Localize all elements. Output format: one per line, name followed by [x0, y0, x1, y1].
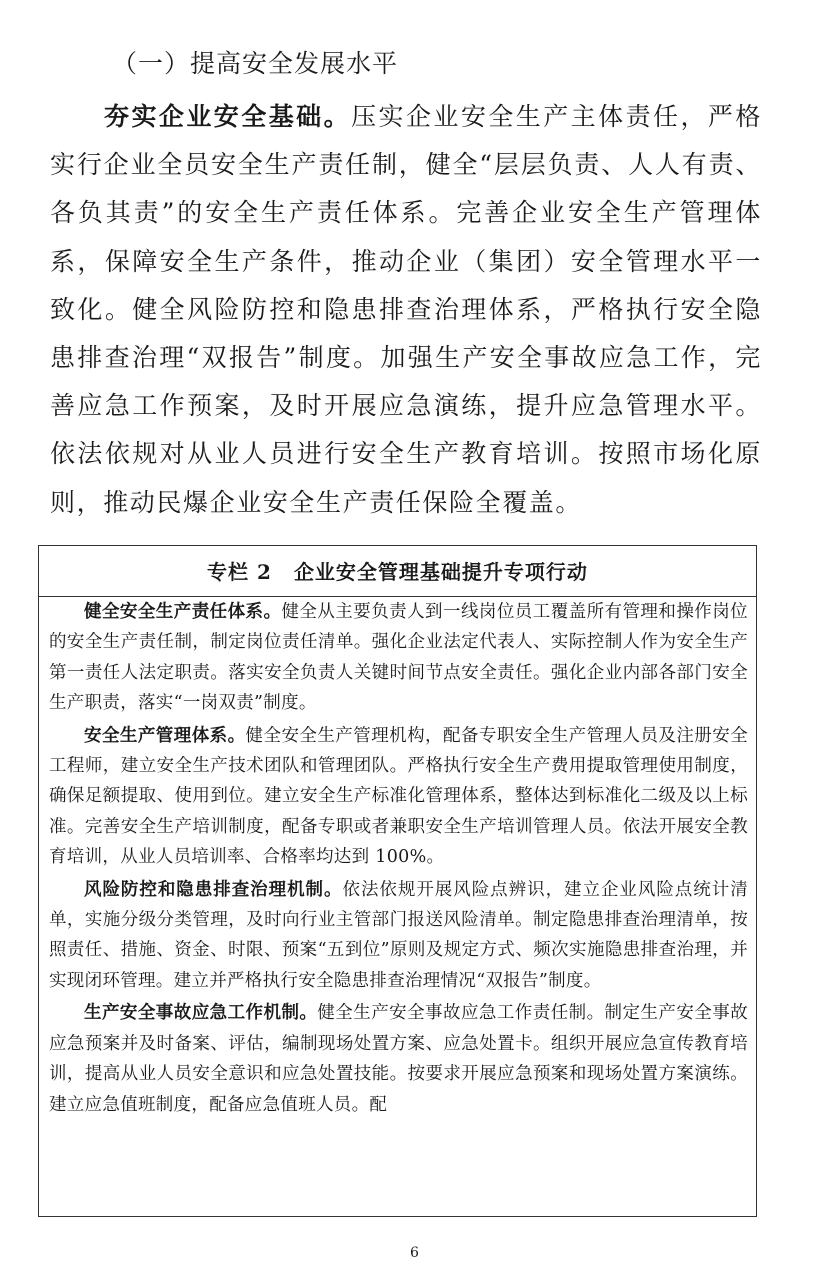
box-paragraph-text: 健全安全生产管理机构，配备专职安全生产管理人员及注册安全工程师，建立安全生产技术团队和管理团队。严格执行安全生产费用提取管理使用制度，确保足额提取、使用到位。建立安全生产标准化管理体系，整体达到标准化二级及以上标准。完善安全生产培训制度，配备专职或者兼职安全生产培训管理人员。依法开展安全教育培训，从业人员培训率、合格率均达到 100%。 [49, 725, 748, 868]
box-paragraph-text: 健全从主要负责人到一线岗位员工覆盖所有管理和操作岗位的安全生产责任制，制定岗位责任清单。强化企业法定代表人、实际控制人作为安全生产第一责任人法定职责。落实安全负责人关键时间节点安全责任。强化企业内部各部门安全生产职责，落实“一岗双责”制度。 [49, 602, 748, 714]
box-paragraph-text: 健全生产安全事故应急工作责任制。制定生产安全事故应急预案并及时备案、评估，编制现场处置方案、应急处置卡。组织开展应急宣传教育培训，提高从业人员安全意识和应急处置技能。按要求开展应急预案和现场处置方案演练。建立应急值班制度，配备应急值班人员。配 [49, 1003, 749, 1115]
main-paragraph-lead: 夯实企业安全基础。 [104, 102, 352, 131]
column-box-body [39, 597, 756, 1120]
column-box-title-text: 企业安全管理基础提升专项行动 [293, 560, 588, 584]
column-box-title [39, 546, 756, 597]
box-paragraph-lead: 健全安全生产责任体系。 [84, 602, 282, 622]
page-number: 6 [410, 1245, 419, 1261]
box-paragraph-risk-control [49, 875, 748, 997]
main-paragraph-text: 压实企业安全生产主体责任，严格实行企业全员安全生产责任制，健全“层层负责、人人有责、各负其责”的安全生产责任体系。完善企业安全生产管理体系，保障安全生产条件，推动企业（集团）安全管理水平一致化。健全风险防控和隐患排查治理体系，严格执行安全隐患排查治理“双报告”制度。加强生产安全事故应急工作，完善应急工作预案，及时开展应急演练，提升应急管理水平。依法依规对从业人员进行安全生产教育培训。按照市场化原则，推动民爆企业安全生产责任保险全覆盖。 [50, 102, 762, 517]
box-paragraph-emergency [49, 998, 748, 1120]
column-box-label: 专栏 2 [207, 560, 272, 584]
box-paragraph-lead: 安全生产管理体系。 [84, 725, 246, 746]
section-heading: （一）提高安全发展水平 [112, 49, 399, 78]
box-paragraph-management [49, 721, 748, 873]
column-box [38, 545, 757, 1217]
main-paragraph [50, 93, 762, 527]
box-paragraph-text: 依法依规开展风险点辨识，建立企业风险点统计清单，实施分级分类管理，及时向行业主管部门报送风险清单。制定隐患排查治理清单，按照责任、措施、资金、时限、预案“五到位”原则及规定方式、频次实施隐患排查治理，并实现闭环管理。建立并严格执行安全隐患排查治理情况“双报告”制度。 [49, 879, 748, 991]
box-paragraph-responsibility [49, 597, 748, 719]
box-paragraph-lead: 生产安全事故应急工作机制。 [84, 1003, 318, 1024]
box-paragraph-lead: 风险防控和隐患排查治理机制。 [84, 879, 343, 900]
